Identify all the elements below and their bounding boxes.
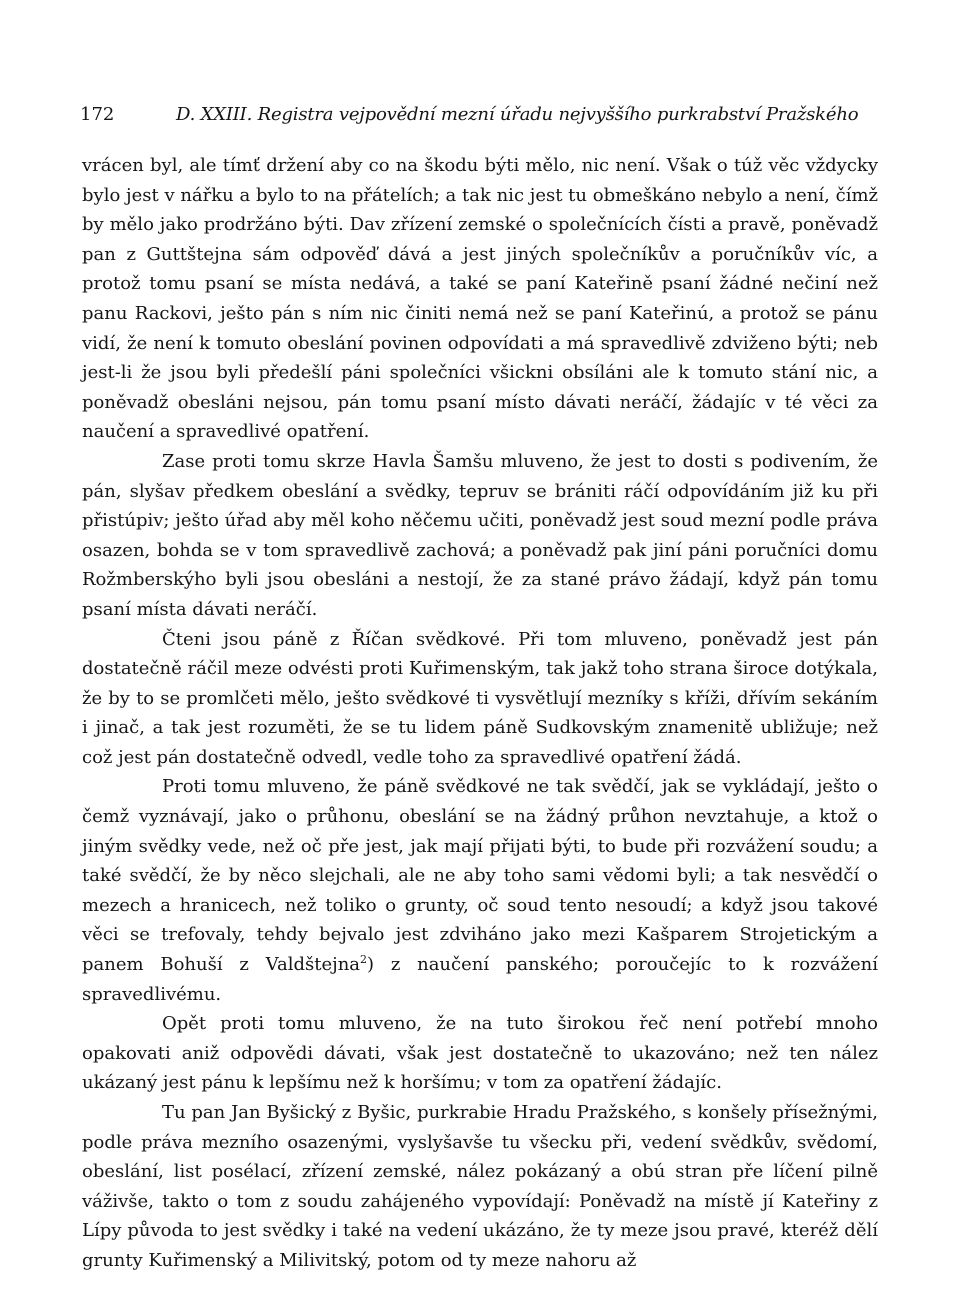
paragraph: vrácen byl, ale tímť držení aby co na škodu býti mělo, nic není. Však o túž věc vždycky bylo jest v nářku a bylo to na přátelích; a tak nic jest tu obmeškáno nebylo a není, čímž by mělo jako prodržáno býti. Dav zřízení zemské o společnících čísti a pravě, poněvadž pan z Guttštejna sám odpověď dává a jest jiných společníkův a poručníkův víc, a protož tomu psaní se místa nedává, a také se paní Kateřině psaní žádné nečiní než panu Rackovi, ješto pán s ním nic činiti nemá než se paní Kateřinú, a protož se pánu vidí, že není k tomuto obeslání povinen odpovídati a má spravedlivě zdviženo býti; neb jest-li že jsou byli předešlí páni společníci všickni obsíláni ale k tomuto stání nic, a poněvadž obesláni nejsou, pán tomu psaní místo dávati neráčí, žádajíc v té věci za naučení a spravedlivé opatření. xyxy=(82,155,878,443)
paragraph-text: Proti tomu mluveno, že páně svědkové ne tak svědčí, jak se vykládají, ješto o čemž vyznávají, jako o průhonu, obeslání se na žádný průhon nevztahuje, a ktož o jiným svědky vede, než oč pře jest, jak mají přijati býti, to bude při rozvážení soudu; a také svědčí, že by něco slejchali, ale ne aby toho sami vědomi byli; a tak nesvědčí o mezech a hranicech, než toliko o grunty, oč soud tento nesoudí; a když jsou takové věci se trefovaly, tehdy bejvalo jest zdviháno jako mezi Kašparem Strojetickým a panem Bohuší z Valdštejna xyxy=(82,776,878,976)
page-number: 172 xyxy=(80,104,115,125)
running-title: D. XXIII. Registra vejpovědní mezní úřadu nejvyššího purkrabství Pražského xyxy=(176,104,859,125)
footnote-reference: 2 xyxy=(360,953,368,967)
paragraph: Opět proti tomu mluveno, že na tuto širokou řeč není potřebí mnoho opakovati aniž odpovědi dávati, však jest dostatečně to ukazováno; než ten nález ukázaný jest pánu k lepšímu než k horšímu; v tom za opatření žádajíc. xyxy=(82,1013,878,1094)
paragraph: Tu pan Jan Byšický z Byšic, purkrabie Hradu Pražského, s konšely přísežnými, podle práva mezního osazenými, vyslyšavše tu všecku při, vedení svědkův, svědomí, obeslání, list posélací, zřízení zemské, nález pokázaný a obú stran pře líčení pilně váživše, takto o tom z soudu zahájeného vypovídají: Poněvadž na místě jí Kateřiny z Lípy původa to jest svědky i také na vedení ukázáno, že ty meze jsou pravé, kteréž dělí grunty Kuřimenský a Milivitský, potom od ty meze nahoru až xyxy=(82,1102,878,1271)
paragraph: Zase proti tomu skrze Havla Šamšu mluveno, že jest to dosti s podivením, že pán, slyšav předkem obeslání a svědky, tepruv se brániti ráčí odpovídáním již ku při přistúpiv; ješto úřad aby měl koho něčemu učiti, poněvadž jest soud mezní podle práva osazen, bohda se v tom spravedlivě zachová; a poněvadž pak jiní páni poručníci domu Rožmberskýho byli jsou obesláni a nestojí, že za stané právo žádají, když pán tomu psaní místa dávati neráčí. xyxy=(82,450,878,620)
paragraph: Čteni jsou páně z Říčan svědkové. Při tom mluveno, poněvadž jest pán dostatečně ráčil meze odvésti proti Kuřimenským, tak jakž toho strana široce dotýkala, že by to se promlčeti mělo, ješto svědkové ti vysvětlují mezníky s kříži, dřívím sekáním i jinač, a tak jest rozuměti, že se tu lidem páně Sudkovským znamenitě ubližuje; než což jest pán dostatečně odvedl, vedle toho za spravedlivé opatření žádá. xyxy=(82,628,878,768)
paragraph-text-continued: ) z naučení panského; poroučejíc to k rozvážení spravedlivému. xyxy=(82,954,878,1005)
paragraph xyxy=(82,772,878,1009)
body-text xyxy=(82,151,878,1276)
page-header xyxy=(80,100,880,130)
